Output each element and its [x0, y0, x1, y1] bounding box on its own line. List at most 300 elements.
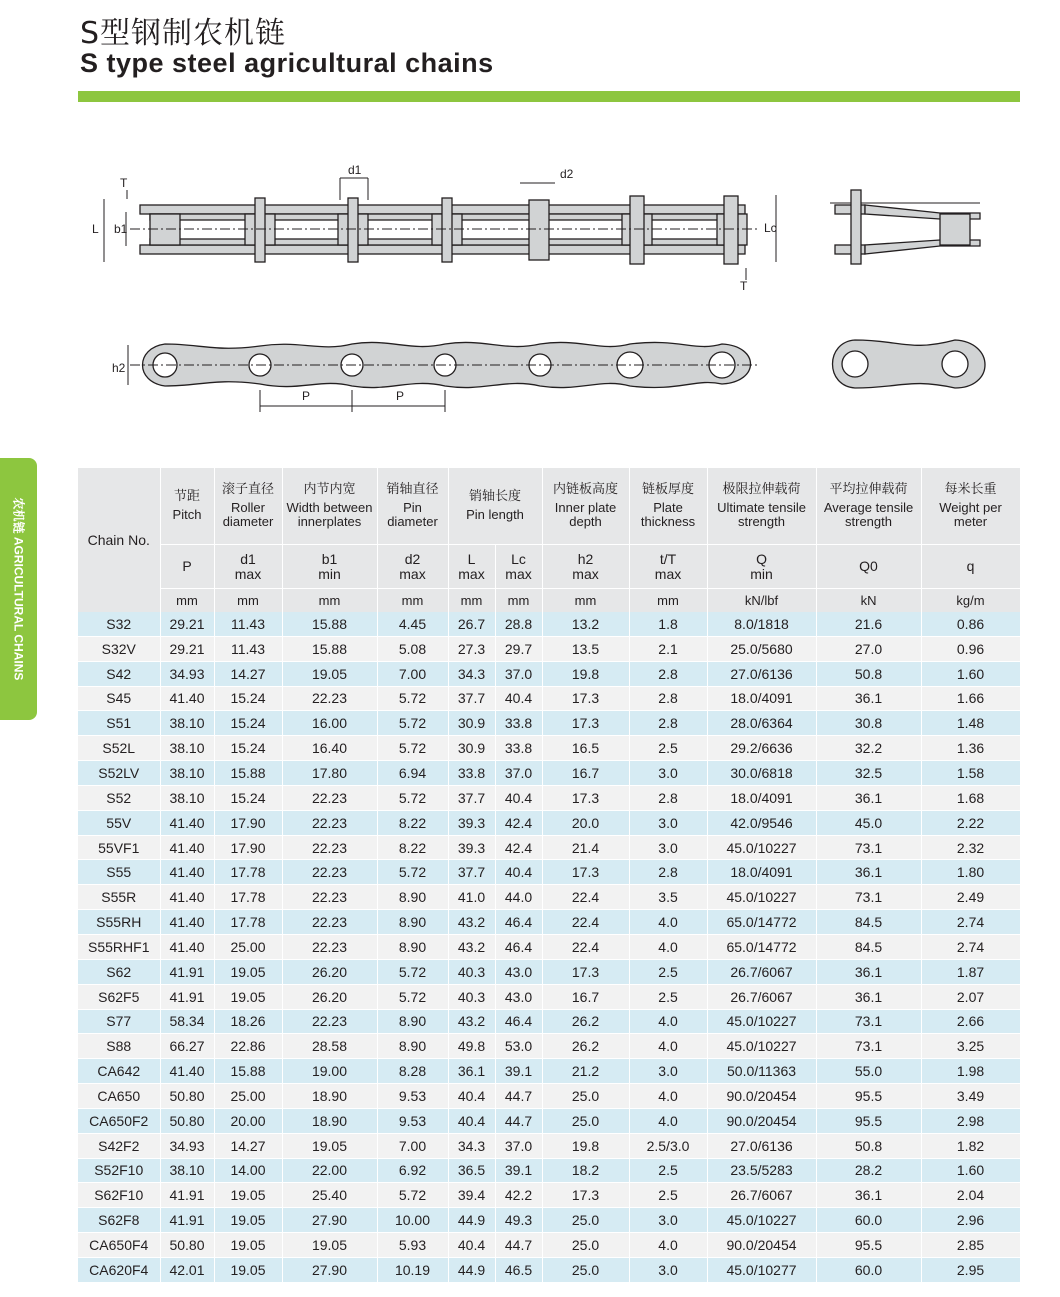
header-inner-plate-depth: 内链板高度 Inner plate depth [542, 468, 629, 545]
table-cell: 18.0/4091 [707, 860, 816, 885]
table-row [78, 959, 1020, 984]
end-view-pin [851, 190, 861, 264]
table-cell: 2.8 [629, 686, 707, 711]
unit-cell: mm [214, 589, 282, 613]
table-cell: 37.7 [448, 686, 495, 711]
table-cell: 17.78 [214, 860, 282, 885]
table-row [78, 1183, 1020, 1208]
chain-no-cell: CA650F2 [78, 1108, 160, 1133]
table-cell: 39.1 [495, 1158, 542, 1183]
table-cell: 33.8 [495, 711, 542, 736]
table-cell: 2.96 [921, 1208, 1020, 1233]
table-cell: 65.0/14772 [707, 910, 816, 935]
symbol-cell: t/T max [629, 545, 707, 589]
header-weight: 每米长重 Weight per meter [921, 468, 1020, 545]
table-cell: 73.1 [816, 1034, 921, 1059]
unit-cell: kN [816, 589, 921, 613]
table-cell: 15.88 [282, 636, 377, 661]
table-cell: 29.21 [160, 636, 214, 661]
chain-no-cell: S62F10 [78, 1183, 160, 1208]
table-cell: 15.24 [214, 711, 282, 736]
table-row [78, 1108, 1020, 1133]
unit-cell: kN/lbf [707, 589, 816, 613]
table-cell: 40.4 [448, 1233, 495, 1258]
table-cell: 11.43 [214, 636, 282, 661]
chain-no-cell: S52LV [78, 761, 160, 786]
table-cell: 21.2 [542, 1059, 629, 1084]
table-cell: 19.05 [214, 1183, 282, 1208]
table-cell: 8.90 [377, 910, 448, 935]
table-cell: 22.4 [542, 885, 629, 910]
table-cell: 2.04 [921, 1183, 1020, 1208]
table-cell: 41.91 [160, 1208, 214, 1233]
symbol-cell: Q min [707, 545, 816, 589]
table-cell: 95.5 [816, 1108, 921, 1133]
table-cell: 1.60 [921, 1158, 1020, 1183]
table-cell: 17.3 [542, 686, 629, 711]
table-cell: 38.10 [160, 1158, 214, 1183]
table-cell: 49.8 [448, 1034, 495, 1059]
table-cell: 16.7 [542, 761, 629, 786]
table-cell: 20.0 [542, 810, 629, 835]
chain-no-cell: S62 [78, 959, 160, 984]
table-cell: 44.7 [495, 1108, 542, 1133]
table-cell: 40.4 [495, 860, 542, 885]
table-cell: 8.90 [377, 934, 448, 959]
table-cell: 36.1 [816, 1183, 921, 1208]
table-cell: 38.10 [160, 736, 214, 761]
table-cell: 46.5 [495, 1257, 542, 1282]
top-view-pin [348, 198, 358, 262]
table-cell: 25.0 [542, 1084, 629, 1109]
table-cell: 44.7 [495, 1084, 542, 1109]
table-cell: 3.0 [629, 835, 707, 860]
table-cell: 46.4 [495, 1009, 542, 1034]
table-cell: 1.68 [921, 785, 1020, 810]
symbol-cell: L max [448, 545, 495, 589]
table-cell: 22.23 [282, 910, 377, 935]
table-cell: 2.5 [629, 984, 707, 1009]
side-category-tab [0, 458, 37, 720]
table-cell: 22.23 [282, 1009, 377, 1034]
table-cell: 14.27 [214, 1133, 282, 1158]
table-cell: 0.96 [921, 636, 1020, 661]
table-cell: 2.66 [921, 1009, 1020, 1034]
table-cell: 1.66 [921, 686, 1020, 711]
chain-no-cell: 55V [78, 810, 160, 835]
table-cell: 30.9 [448, 711, 495, 736]
table-cell: 32.5 [816, 761, 921, 786]
table-cell: 22.23 [282, 885, 377, 910]
table-cell: 44.7 [495, 1233, 542, 1258]
table-cell: 2.1 [629, 636, 707, 661]
table-row [78, 835, 1020, 860]
table-cell: 41.40 [160, 860, 214, 885]
table-cell: 36.5 [448, 1158, 495, 1183]
table-cell: 2.95 [921, 1257, 1020, 1282]
table-cell: 44.9 [448, 1257, 495, 1282]
table-cell: 8.90 [377, 1034, 448, 1059]
table-cell: 6.92 [377, 1158, 448, 1183]
table-cell: 15.88 [214, 1059, 282, 1084]
table-cell: 45.0/10227 [707, 835, 816, 860]
table-cell: 1.36 [921, 736, 1020, 761]
chain-no-cell: S62F5 [78, 984, 160, 1009]
table-cell: 2.85 [921, 1233, 1020, 1258]
table-cell: 17.80 [282, 761, 377, 786]
table-cell: 0.86 [921, 612, 1020, 636]
table-cell: 17.3 [542, 711, 629, 736]
table-cell: 28.2 [816, 1158, 921, 1183]
page-title-en: S type steel agricultural chains [80, 48, 494, 78]
chain-technical-drawing [0, 0, 1060, 460]
unit-cell: mm [495, 589, 542, 613]
table-cell: 2.8 [629, 661, 707, 686]
table-cell: 38.10 [160, 761, 214, 786]
table-cell: 5.72 [377, 785, 448, 810]
table-cell: 16.40 [282, 736, 377, 761]
table-row [78, 1133, 1020, 1158]
table-cell: 2.5/3.0 [629, 1133, 707, 1158]
table-cell: 42.4 [495, 810, 542, 835]
table-cell: 5.72 [377, 736, 448, 761]
table-row [78, 661, 1020, 686]
table-cell: 13.2 [542, 612, 629, 636]
chain-no-cell: S62F8 [78, 1208, 160, 1233]
table-cell: 43.0 [495, 984, 542, 1009]
table-cell: 15.24 [214, 785, 282, 810]
table-cell: 17.3 [542, 785, 629, 810]
table-cell: 8.90 [377, 885, 448, 910]
chain-no-cell: S52F10 [78, 1158, 160, 1183]
side-tab-label: 农机链 AGRICULTURAL CHAINS [11, 497, 25, 681]
table-cell: 5.08 [377, 636, 448, 661]
table-cell: 40.4 [448, 1108, 495, 1133]
table-cell: 58.34 [160, 1009, 214, 1034]
chain-no-cell: 55VF1 [78, 835, 160, 860]
table-cell: 22.4 [542, 934, 629, 959]
header-plate-thickness: 链板厚度 Plate thickness [629, 468, 707, 545]
table-cell: 17.90 [214, 810, 282, 835]
table-cell: 15.24 [214, 686, 282, 711]
table-cell: 42.4 [495, 835, 542, 860]
chain-no-cell: S51 [78, 711, 160, 736]
header-inner-width: 内节内宽 Width between innerplates [282, 468, 377, 545]
table-cell: 15.88 [214, 761, 282, 786]
table-cell: 26.7/6067 [707, 959, 816, 984]
table-cell: 30.8 [816, 711, 921, 736]
chain-no-cell: S52L [78, 736, 160, 761]
table-cell: 42.01 [160, 1257, 214, 1282]
table-cell: 21.4 [542, 835, 629, 860]
table-cell: 2.5 [629, 959, 707, 984]
table-cell: 34.93 [160, 661, 214, 686]
table-cell: 29.7 [495, 636, 542, 661]
table-row [78, 761, 1020, 786]
table-cell: 22.86 [214, 1034, 282, 1059]
table-cell: 34.3 [448, 1133, 495, 1158]
table-cell: 29.21 [160, 612, 214, 636]
table-cell: 37.0 [495, 661, 542, 686]
table-cell: 2.98 [921, 1108, 1020, 1133]
end-view-pin-hole [942, 351, 968, 377]
table-cell: 22.23 [282, 785, 377, 810]
table-cell: 37.7 [448, 785, 495, 810]
chain-no-cell: S88 [78, 1034, 160, 1059]
table-cell: 25.0 [542, 1257, 629, 1282]
table-cell: 18.90 [282, 1108, 377, 1133]
symbol-cell: d2 max [377, 545, 448, 589]
table-cell: 84.5 [816, 934, 921, 959]
unit-cell: kg/m [921, 589, 1020, 613]
table-cell: 41.91 [160, 959, 214, 984]
table-cell: 26.20 [282, 984, 377, 1009]
table-cell: 2.5 [629, 1158, 707, 1183]
table-cell: 50.0/11363 [707, 1059, 816, 1084]
table-cell: 26.20 [282, 959, 377, 984]
table-cell: 33.8 [495, 736, 542, 761]
table-cell: 3.0 [629, 1257, 707, 1282]
table-cell: 22.23 [282, 835, 377, 860]
table-cell: 38.10 [160, 711, 214, 736]
symbol-cell: Lc max [495, 545, 542, 589]
symbol-cell: Q0 [816, 545, 921, 589]
table-cell: 2.8 [629, 785, 707, 810]
table-cell: 4.0 [629, 934, 707, 959]
table-cell: 1.98 [921, 1059, 1020, 1084]
table-cell: 25.0 [542, 1233, 629, 1258]
table-row [78, 860, 1020, 885]
symbol-cell: b1 min [282, 545, 377, 589]
end-view-pin-hole [842, 351, 868, 377]
table-cell: 16.5 [542, 736, 629, 761]
table-row [78, 1158, 1020, 1183]
table-cell: 45.0/10227 [707, 1009, 816, 1034]
table-cell: 10.00 [377, 1208, 448, 1233]
table-cell: 41.40 [160, 686, 214, 711]
table-cell: 17.3 [542, 860, 629, 885]
table-cell: 25.0/5680 [707, 636, 816, 661]
table-cell: 17.78 [214, 910, 282, 935]
table-cell: 22.4 [542, 910, 629, 935]
table-cell: 46.4 [495, 910, 542, 935]
header-pitch: 节距 Pitch [160, 468, 214, 545]
table-cell: 5.72 [377, 686, 448, 711]
header-chain-no: Chain No. [78, 468, 160, 612]
table-cell: 2.07 [921, 984, 1020, 1009]
table-cell: 30.9 [448, 736, 495, 761]
table-cell: 36.1 [816, 686, 921, 711]
table-cell: 42.0/9546 [707, 810, 816, 835]
table-cell: 4.0 [629, 1233, 707, 1258]
table-cell: 73.1 [816, 835, 921, 860]
table-cell: 37.7 [448, 860, 495, 885]
table-cell: 40.3 [448, 959, 495, 984]
table-cell: 28.58 [282, 1034, 377, 1059]
table-row [78, 736, 1020, 761]
table-cell: 1.80 [921, 860, 1020, 885]
table-cell: 50.80 [160, 1233, 214, 1258]
table-cell: 4.0 [629, 1034, 707, 1059]
table-cell: 30.0/6818 [707, 761, 816, 786]
unit-cell: mm [377, 589, 448, 613]
table-row [78, 612, 1020, 636]
table-cell: 8.90 [377, 1009, 448, 1034]
table-cell: 1.8 [629, 612, 707, 636]
table-cell: 3.5 [629, 885, 707, 910]
table-cell: 8.22 [377, 835, 448, 860]
table-cell: 20.00 [214, 1108, 282, 1133]
table-cell: 41.40 [160, 810, 214, 835]
table-cell: 27.0/6136 [707, 1133, 816, 1158]
table-cell: 2.22 [921, 810, 1020, 835]
table-cell: 22.23 [282, 934, 377, 959]
table-cell: 3.25 [921, 1034, 1020, 1059]
table-cell: 2.5 [629, 1183, 707, 1208]
top-view-pin [630, 196, 644, 264]
table-row [78, 1257, 1020, 1282]
chain-no-cell: S77 [78, 1009, 160, 1034]
table-cell: 1.82 [921, 1133, 1020, 1158]
table-cell: 41.40 [160, 835, 214, 860]
spec-table-body [78, 612, 1020, 1282]
dim-label-p1: P [302, 389, 311, 403]
symbol-cell: d1 max [214, 545, 282, 589]
table-cell: 27.3 [448, 636, 495, 661]
table-cell: 5.72 [377, 711, 448, 736]
table-cell: 50.80 [160, 1084, 214, 1109]
table-cell: 45.0/10277 [707, 1257, 816, 1282]
table-cell: 40.4 [448, 1084, 495, 1109]
table-cell: 33.8 [448, 761, 495, 786]
table-cell: 90.0/20454 [707, 1084, 816, 1109]
table-cell: 1.87 [921, 959, 1020, 984]
end-view-roller [940, 214, 970, 245]
table-cell: 19.05 [282, 1233, 377, 1258]
dim-label-t2: T [740, 279, 748, 293]
table-cell: 4.0 [629, 910, 707, 935]
table-cell: 26.2 [542, 1034, 629, 1059]
table-cell: 66.27 [160, 1034, 214, 1059]
table-row [78, 934, 1020, 959]
unit-cell: mm [629, 589, 707, 613]
table-cell: 40.4 [495, 686, 542, 711]
table-row [78, 636, 1020, 661]
table-cell: 1.60 [921, 661, 1020, 686]
table-cell: 29.2/6636 [707, 736, 816, 761]
table-cell: 23.5/5283 [707, 1158, 816, 1183]
chain-no-cell: S42 [78, 661, 160, 686]
table-cell: 2.5 [629, 736, 707, 761]
table-cell: 44.0 [495, 885, 542, 910]
table-row [78, 711, 1020, 736]
table-cell: 14.27 [214, 661, 282, 686]
dim-label-d2: d2 [560, 167, 574, 181]
table-cell: 25.00 [214, 1084, 282, 1109]
table-cell: 50.8 [816, 661, 921, 686]
table-cell: 8.0/1818 [707, 612, 816, 636]
table-cell: 19.05 [214, 1257, 282, 1282]
table-cell: 41.0 [448, 885, 495, 910]
table-cell: 65.0/14772 [707, 934, 816, 959]
table-cell: 16.7 [542, 984, 629, 1009]
table-cell: 13.5 [542, 636, 629, 661]
table-row [78, 1034, 1020, 1059]
table-cell: 1.48 [921, 711, 1020, 736]
table-cell: 45.0/10227 [707, 885, 816, 910]
table-cell: 19.8 [542, 1133, 629, 1158]
table-cell: 4.0 [629, 1009, 707, 1034]
table-cell: 7.00 [377, 661, 448, 686]
table-cell: 18.0/4091 [707, 686, 816, 711]
table-cell: 17.78 [214, 885, 282, 910]
table-cell: 27.0 [816, 636, 921, 661]
table-cell: 15.88 [282, 612, 377, 636]
table-row [78, 1009, 1020, 1034]
table-cell: 39.1 [495, 1059, 542, 1084]
table-cell: 84.5 [816, 910, 921, 935]
dim-label-lc: Lc [764, 221, 777, 235]
table-cell: 45.0/10227 [707, 1034, 816, 1059]
table-cell: 41.40 [160, 934, 214, 959]
table-cell: 37.0 [495, 1133, 542, 1158]
table-cell: 17.3 [542, 1183, 629, 1208]
table-cell: 5.72 [377, 860, 448, 885]
table-cell: 11.43 [214, 612, 282, 636]
table-cell: 3.0 [629, 1208, 707, 1233]
dim-label-b1: b1 [114, 222, 128, 236]
table-cell: 60.0 [816, 1208, 921, 1233]
header-ultimate-strength: 极限拉伸载荷 Ultimate tensile strength [707, 468, 816, 545]
table-cell: 25.00 [214, 934, 282, 959]
table-row [78, 910, 1020, 935]
chain-no-cell: CA620F4 [78, 1257, 160, 1282]
table-cell: 26.7/6067 [707, 1183, 816, 1208]
table-cell: 18.0/4091 [707, 785, 816, 810]
table-cell: 37.0 [495, 761, 542, 786]
table-cell: 19.05 [214, 1233, 282, 1258]
chain-no-cell: S52 [78, 785, 160, 810]
table-cell: 40.4 [495, 785, 542, 810]
table-cell: 73.1 [816, 885, 921, 910]
top-view-pin [442, 198, 452, 262]
header-pin-diameter: 销轴直径 Pin diameter [377, 468, 448, 545]
table-cell: 7.00 [377, 1133, 448, 1158]
table-cell: 4.45 [377, 612, 448, 636]
chain-no-cell: S55R [78, 885, 160, 910]
table-cell: 41.91 [160, 984, 214, 1009]
table-cell: 2.49 [921, 885, 1020, 910]
chain-no-cell: CA650 [78, 1084, 160, 1109]
table-cell: 2.8 [629, 860, 707, 885]
table-row [78, 785, 1020, 810]
table-cell: 22.00 [282, 1158, 377, 1183]
table-cell: 18.26 [214, 1009, 282, 1034]
table-cell: 8.22 [377, 810, 448, 835]
table-cell: 19.05 [214, 984, 282, 1009]
table-cell: 34.3 [448, 661, 495, 686]
table-cell: 22.23 [282, 810, 377, 835]
table-cell: 19.05 [282, 661, 377, 686]
table-cell: 34.93 [160, 1133, 214, 1158]
table-row [78, 686, 1020, 711]
table-cell: 17.3 [542, 959, 629, 984]
table-cell: 19.00 [282, 1059, 377, 1084]
table-cell: 60.0 [816, 1257, 921, 1282]
table-cell: 6.94 [377, 761, 448, 786]
table-cell: 50.8 [816, 1133, 921, 1158]
table-row [78, 1059, 1020, 1084]
